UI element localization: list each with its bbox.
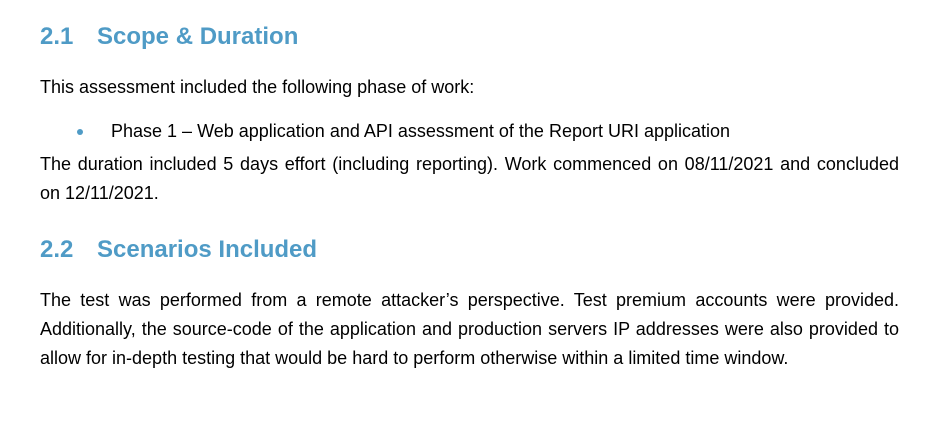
- section-title: Scenarios Included: [97, 236, 318, 263]
- section-heading-scenarios: [40, 236, 317, 264]
- list-item: [40, 117, 900, 146]
- section-number: 2.1: [40, 23, 74, 50]
- section-title: Scope & Duration: [97, 23, 299, 50]
- scenarios-paragraph: The test was performed from a remote attacker’s perspective. Test premium accounts were provided. Additionally, the source-code of the application and production servers IP addresses were also provided to allow for in-depth testing that would be hard to perform otherwise within a limited time window.: [40, 290, 899, 368]
- list-item-text: Phase 1 – Web application and API assessment of the Report URI application: [111, 121, 731, 141]
- intro-paragraph: This assessment included the following phase of work:: [40, 77, 475, 97]
- section-heading-scope: [40, 23, 298, 51]
- duration-paragraph: The duration included 5 days effort (including reporting). Work commenced on 08/11/2021 and concluded on 12/11/2021.: [40, 154, 899, 203]
- section-number: 2.2: [40, 236, 74, 263]
- bullet-icon: [77, 129, 83, 135]
